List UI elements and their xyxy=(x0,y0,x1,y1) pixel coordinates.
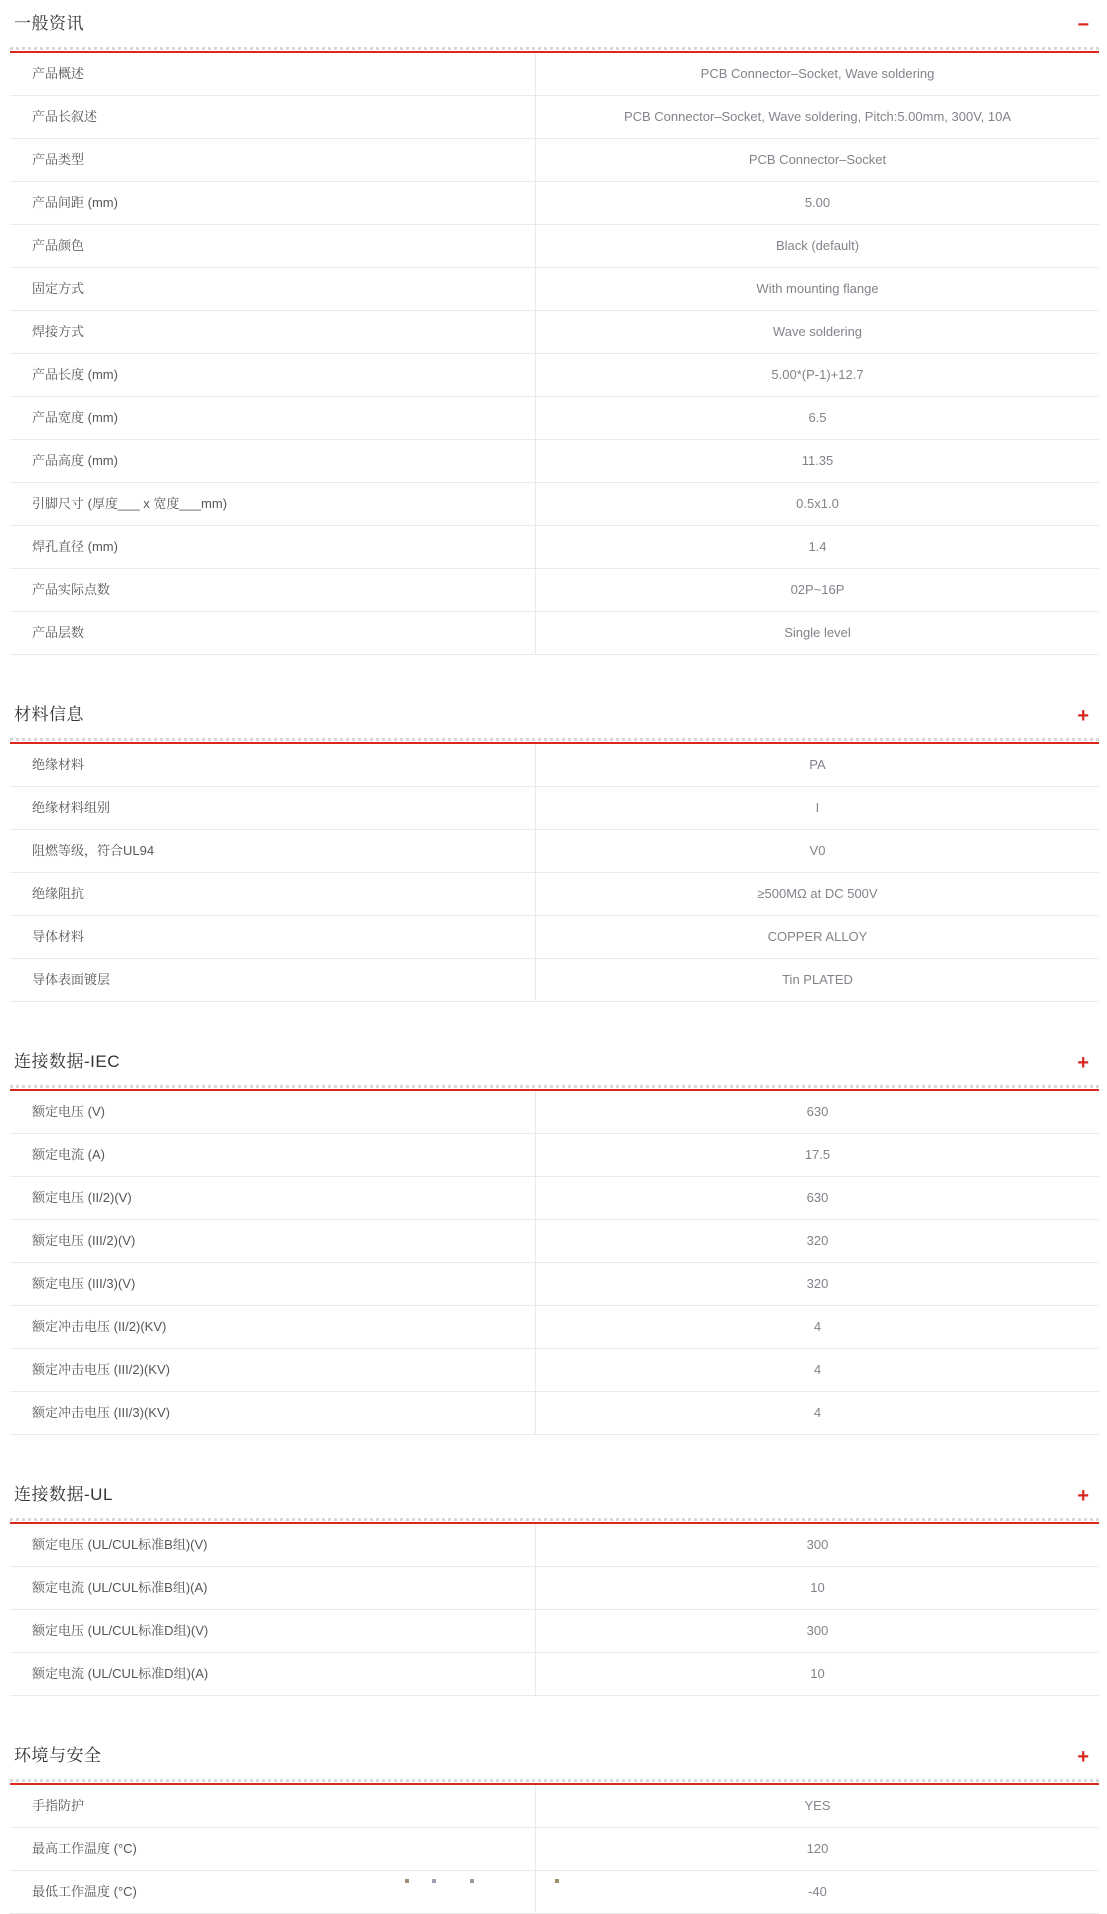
spec-row xyxy=(10,744,1099,787)
spec-label: 产品高度 (mm) xyxy=(10,440,536,482)
spec-row xyxy=(10,916,1099,959)
cutoff-text-fragment xyxy=(432,1879,436,1883)
spec-label: 产品宽度 (mm) xyxy=(10,397,536,439)
section-header xyxy=(10,703,1099,738)
spec-value: 4 xyxy=(813,1405,822,1420)
expand-section-icon[interactable]: + xyxy=(1077,1484,1089,1507)
spec-value: Single level xyxy=(784,625,851,640)
spec-label: 额定电压 (III/3)(V) xyxy=(10,1263,536,1305)
spec-label: 导体表面镀层 xyxy=(10,959,536,1001)
spec-label: 产品层数 xyxy=(10,612,536,654)
spec-row xyxy=(10,182,1099,225)
spec-label: 额定冲击电压 (II/2)(KV) xyxy=(10,1306,536,1348)
spec-section xyxy=(10,1483,1099,1696)
spec-row xyxy=(10,1091,1099,1134)
spec-row xyxy=(10,1220,1099,1263)
spec-row xyxy=(10,1610,1099,1653)
section-title: 一般资讯 xyxy=(14,14,84,33)
spec-label: 固定方式 xyxy=(10,268,536,310)
spec-label: 绝缘材料 xyxy=(10,744,536,786)
spec-value: Black (default) xyxy=(775,238,860,253)
spec-row xyxy=(10,440,1099,483)
spec-row xyxy=(10,1349,1099,1392)
spec-label: 额定冲击电压 (III/3)(KV) xyxy=(10,1392,536,1434)
section-header xyxy=(10,12,1099,47)
section-title: 连接数据-UL xyxy=(14,1485,113,1504)
expand-section-icon[interactable]: + xyxy=(1077,1051,1089,1074)
spec-sections-container xyxy=(10,12,1099,1914)
spec-value: 630 xyxy=(806,1104,829,1119)
spec-value: YES xyxy=(804,1798,831,1813)
spec-row xyxy=(10,1871,1099,1914)
cutoff-next-section-text xyxy=(0,1879,1107,1883)
spec-value: PCB Connector–Socket, Wave soldering xyxy=(700,66,935,81)
spec-label: 产品类型 xyxy=(10,139,536,181)
spec-section xyxy=(10,1744,1099,1914)
spec-value: 300 xyxy=(806,1537,829,1552)
spec-value: 5.00 xyxy=(804,195,831,210)
spec-value: 4 xyxy=(813,1319,822,1334)
spec-label: 额定电压 (III/2)(V) xyxy=(10,1220,536,1262)
spec-row xyxy=(10,1524,1099,1567)
section-title: 连接数据-IEC xyxy=(14,1052,120,1071)
spec-value: 02P~16P xyxy=(790,582,845,597)
spec-label: 额定电压 (UL/CUL标准D组)(V) xyxy=(10,1610,536,1652)
expand-section-icon[interactable]: + xyxy=(1077,1745,1089,1768)
spec-value: 10 xyxy=(810,1666,825,1681)
section-header xyxy=(10,1744,1099,1779)
spec-section xyxy=(10,703,1099,1002)
spec-label: 额定电压 (II/2)(V) xyxy=(10,1177,536,1219)
spec-row xyxy=(10,1306,1099,1349)
dotted-rule xyxy=(10,1085,1099,1088)
spec-label: 焊接方式 xyxy=(10,311,536,353)
spec-value: PCB Connector–Socket xyxy=(748,152,887,167)
cutoff-text-fragment xyxy=(470,1879,474,1883)
spec-table xyxy=(10,1785,1099,1914)
spec-row xyxy=(10,397,1099,440)
spec-row xyxy=(10,483,1099,526)
spec-table xyxy=(10,53,1099,655)
spec-value: 4 xyxy=(813,1362,822,1377)
spec-row xyxy=(10,1392,1099,1435)
section-title: 环境与安全 xyxy=(14,1746,102,1765)
spec-row xyxy=(10,139,1099,182)
spec-row xyxy=(10,354,1099,397)
spec-row xyxy=(10,612,1099,655)
spec-row xyxy=(10,225,1099,268)
dotted-rule xyxy=(10,1779,1099,1782)
spec-row xyxy=(10,787,1099,830)
spec-label: 阻燃等级，符合UL94 xyxy=(10,830,536,872)
spec-section xyxy=(10,1050,1099,1435)
spec-value: 5.00*(P-1)+12.7 xyxy=(771,367,864,382)
spec-value: PCB Connector–Socket, Wave soldering, Pitch:5.00mm, 300V, 10A xyxy=(623,109,1012,124)
spec-section xyxy=(10,12,1099,655)
spec-value: 320 xyxy=(806,1276,829,1291)
spec-label: 导体材料 xyxy=(10,916,536,958)
spec-label: 引脚尺寸 (厚度___ x 宽度___mm) xyxy=(10,483,536,525)
spec-value: 6.5 xyxy=(808,410,827,425)
spec-label: 产品颜色 xyxy=(10,225,536,267)
spec-row xyxy=(10,96,1099,139)
spec-value: 630 xyxy=(806,1190,829,1205)
spec-value: 11.35 xyxy=(801,453,834,468)
spec-row xyxy=(10,311,1099,354)
dotted-rule xyxy=(10,1518,1099,1521)
cutoff-text-fragment xyxy=(555,1879,559,1883)
spec-value: 17.5 xyxy=(804,1147,831,1162)
spec-value: With mounting flange xyxy=(756,281,879,296)
spec-value: PA xyxy=(809,757,826,772)
spec-row xyxy=(10,959,1099,1002)
spec-table xyxy=(10,1524,1099,1696)
spec-row xyxy=(10,1177,1099,1220)
spec-row xyxy=(10,1785,1099,1828)
spec-row xyxy=(10,1828,1099,1871)
spec-label: 产品实际点数 xyxy=(10,569,536,611)
spec-row xyxy=(10,53,1099,96)
spec-label: 产品长叙述 xyxy=(10,96,536,138)
spec-value: ≥500MΩ at DC 500V xyxy=(757,886,878,901)
spec-label: 额定电流 (UL/CUL标准B组)(A) xyxy=(10,1567,536,1609)
spec-row xyxy=(10,1567,1099,1610)
spec-label: 最高工作温度 (°C) xyxy=(10,1828,536,1870)
spec-row xyxy=(10,1134,1099,1177)
spec-label: 绝缘材料组别 xyxy=(10,787,536,829)
spec-value: 1.4 xyxy=(808,539,827,554)
spec-value: V0 xyxy=(809,843,826,858)
section-header xyxy=(10,1050,1099,1085)
spec-label: 产品间距 (mm) xyxy=(10,182,536,224)
spec-value: I xyxy=(815,800,820,815)
section-title: 材料信息 xyxy=(14,705,84,724)
spec-label: 额定电流 (UL/CUL标准D组)(A) xyxy=(10,1653,536,1695)
spec-label: 额定冲击电压 (III/2)(KV) xyxy=(10,1349,536,1391)
spec-value: Wave soldering xyxy=(772,324,863,339)
spec-value: 300 xyxy=(806,1623,829,1638)
spec-label: 产品长度 (mm) xyxy=(10,354,536,396)
spec-table xyxy=(10,1091,1099,1435)
spec-label: 最低工作温度 (°C) xyxy=(10,1871,536,1913)
spec-row xyxy=(10,569,1099,612)
spec-value: Tin PLATED xyxy=(782,972,853,987)
spec-label: 焊孔直径 (mm) xyxy=(10,526,536,568)
spec-row xyxy=(10,1653,1099,1696)
spec-row xyxy=(10,268,1099,311)
section-header xyxy=(10,1483,1099,1518)
spec-value: -40 xyxy=(808,1884,827,1899)
spec-label: 额定电流 (A) xyxy=(10,1134,536,1176)
spec-row xyxy=(10,1263,1099,1306)
cutoff-text-fragment xyxy=(405,1879,409,1883)
spec-value: 0.5x1.0 xyxy=(796,496,839,511)
spec-label: 绝缘阻抗 xyxy=(10,873,536,915)
spec-row xyxy=(10,830,1099,873)
spec-label: 产品概述 xyxy=(10,53,536,95)
dotted-rule xyxy=(10,738,1099,741)
spec-label: 手指防护 xyxy=(10,1785,536,1827)
expand-section-icon[interactable]: + xyxy=(1077,704,1089,727)
spec-value: 120 xyxy=(806,1841,829,1856)
collapse-section-icon[interactable]: − xyxy=(1077,13,1089,36)
spec-table xyxy=(10,744,1099,1002)
spec-row xyxy=(10,526,1099,569)
spec-value: COPPER ALLOY xyxy=(767,929,868,944)
spec-value: 320 xyxy=(806,1233,829,1248)
spec-label: 额定电压 (V) xyxy=(10,1091,536,1133)
dotted-rule xyxy=(10,47,1099,50)
spec-value: 10 xyxy=(810,1580,825,1595)
spec-label: 额定电压 (UL/CUL标准B组)(V) xyxy=(10,1524,536,1566)
spec-row xyxy=(10,873,1099,916)
